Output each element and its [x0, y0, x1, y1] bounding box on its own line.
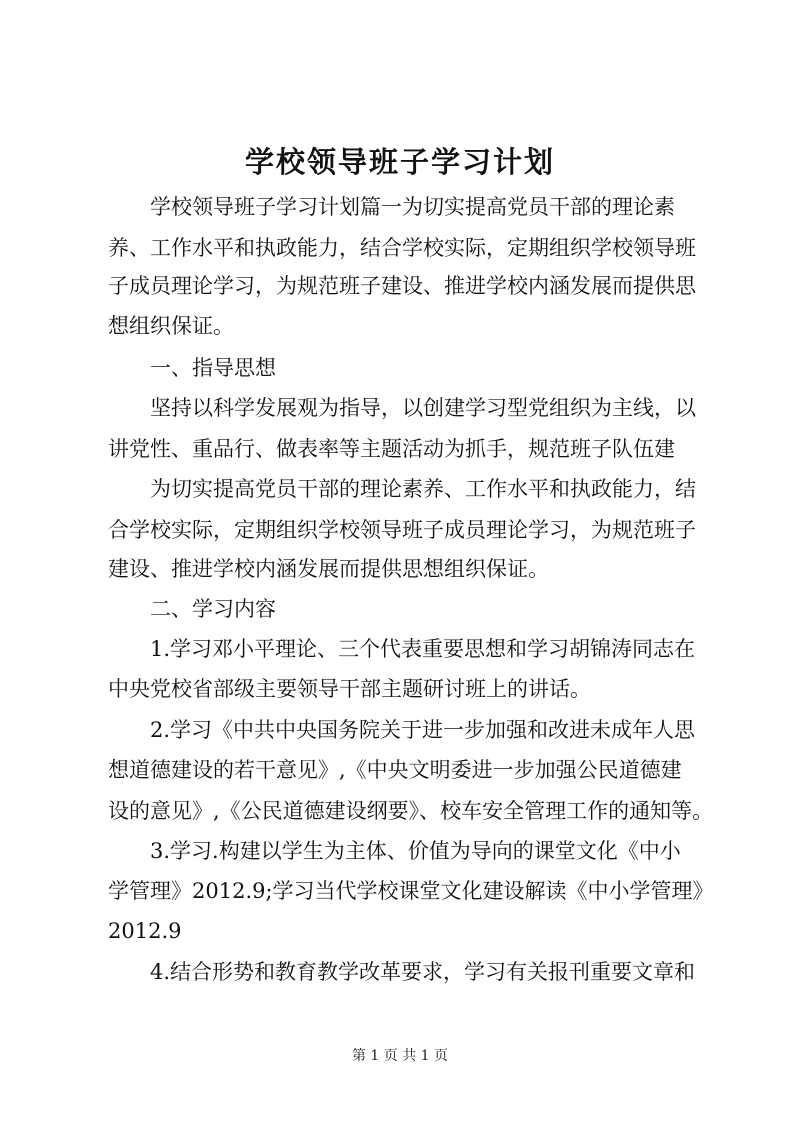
text-line: 2.学习《中共中央国务院关于进一步加强和改进未成年人思 — [150, 718, 696, 742]
text-line: 1.学习邓小平理论、三个代表重要思想和学习胡锦涛同志在 — [150, 637, 696, 661]
text-line: 为切实提高党员干部的理论素养、工作水平和执政能力，结 — [150, 477, 696, 501]
section-heading: 二、学习内容 — [150, 597, 276, 621]
text-line: 4.结合形势和教育教学改革要求，学习有关报刊重要文章和 — [150, 960, 696, 984]
text-line: 设的意见》,《公民道德建设纲要》、校车安全管理工作的通知等。 — [108, 799, 714, 823]
page-number: 第 1 页 共 1 页 — [351, 1048, 449, 1064]
text-line: 2012.9 — [108, 919, 182, 943]
text-line: 养、工作水平和执政能力，结合学校实际，定期组织学校领导班 — [108, 236, 696, 260]
text-line: 子成员理论学习，为规范班子建设、推进学校内涵发展而提供思 — [108, 274, 696, 298]
text-line: 3.学习.构建以学生为主体、价值为导向的课堂文化《中小 — [150, 839, 681, 863]
text-line: 想组织保证。 — [108, 314, 234, 338]
document-title: 学校领导班子学习计划 — [244, 145, 555, 179]
text-line: 中央党校省部级主要领导干部主题研讨班上的讲话。 — [108, 677, 591, 701]
section-heading: 一、指导思想 — [150, 356, 276, 380]
text-line: 学管理》2012.9;学习当代学校课堂文化建设解读《中小学管理》 — [108, 879, 714, 903]
text-line: 讲党性、重品行、做表率等主题活动为抓手，规范班子队伍建 — [108, 437, 675, 461]
text-line: 学校领导班子学习计划篇一为切实提高党员干部的理论素 — [150, 195, 675, 219]
text-line: 想道德建设的若干意见》,《中央文明委进一步加强公民道德建 — [108, 758, 682, 782]
text-line: 建设、推进学校内涵发展而提供思想组织保证。 — [108, 557, 549, 581]
text-line: 坚持以科学发展观为指导，以创建学习型党组织为主线，以 — [150, 396, 696, 420]
text-line: 合学校实际，定期组织学校领导班子成员理论学习，为规范班子 — [108, 518, 696, 542]
